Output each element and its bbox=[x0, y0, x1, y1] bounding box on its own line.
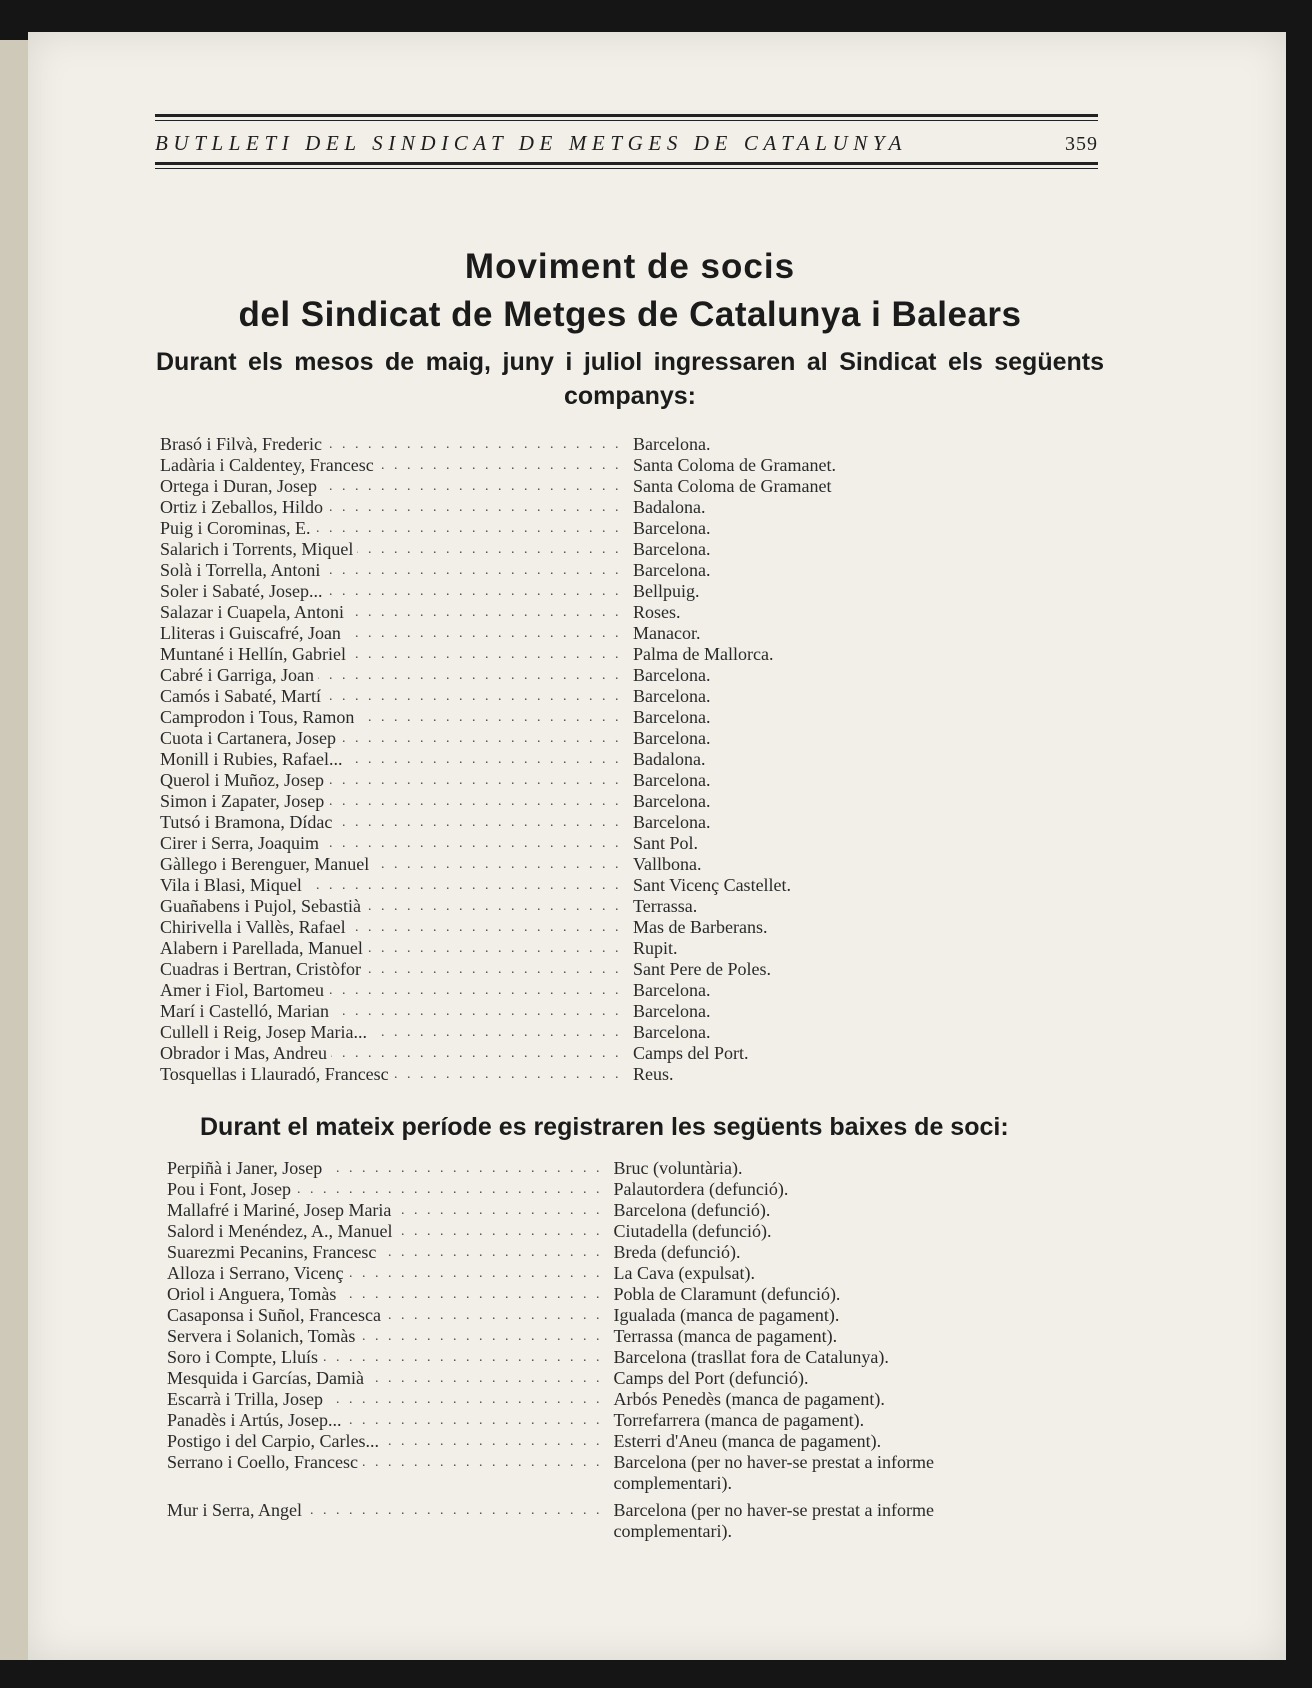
former-member-name-text: Mesquida i Garcías, Damià bbox=[167, 1368, 368, 1388]
member-name bbox=[160, 1064, 620, 1085]
list-item bbox=[167, 1347, 1047, 1368]
departure-reason: Barcelona (per no haver-se prestat a informe complementari). bbox=[613, 1452, 934, 1493]
member-name-text: Salazar i Cuapela, Antoni bbox=[160, 602, 348, 622]
list-item bbox=[167, 1431, 1047, 1452]
list-item bbox=[160, 959, 1040, 980]
member-name-text: Monill i Rubies, Rafael... bbox=[160, 749, 346, 769]
page-number: 359 bbox=[1065, 133, 1098, 155]
list-item bbox=[160, 833, 1040, 854]
member-name bbox=[160, 434, 620, 455]
former-member-name-text: Postigo i del Carpio, Carles... bbox=[167, 1431, 383, 1451]
member-name-text: Camós i Sabaté, Martí bbox=[160, 686, 325, 706]
former-member-name-text: Escarrà i Trilla, Josep bbox=[167, 1389, 327, 1409]
departure-reason: Terrassa (manca de pagament). bbox=[613, 1326, 838, 1346]
member-name bbox=[160, 623, 620, 644]
former-member-name bbox=[167, 1452, 601, 1473]
member-name-text: Cuota i Cartanera, Josep bbox=[160, 728, 340, 748]
member-place: Barcelona. bbox=[633, 686, 711, 706]
departure-reason: Palautordera (defunció). bbox=[613, 1179, 789, 1199]
member-place: Camps del Port. bbox=[633, 1043, 749, 1063]
list-item bbox=[160, 770, 1040, 791]
member-name-text: Ortiz i Zeballos, Hildo bbox=[160, 497, 327, 517]
member-place: Badalona. bbox=[633, 749, 706, 769]
member-name bbox=[160, 1022, 620, 1043]
member-place: Barcelona. bbox=[633, 980, 711, 1000]
running-header bbox=[155, 114, 1098, 169]
member-place: Barcelona. bbox=[633, 707, 711, 727]
list-item bbox=[160, 1064, 1040, 1085]
member-name bbox=[160, 455, 620, 476]
member-name-text: Puig i Corominas, E. bbox=[160, 518, 315, 538]
member-name-text: Cuadras i Bertran, Cristòfor bbox=[160, 959, 365, 979]
member-name-text: Camprodon i Tous, Ramon bbox=[160, 707, 358, 727]
article-title-line2: del Sindicat de Metges de Catalunya i Balears bbox=[238, 295, 1022, 334]
member-name bbox=[160, 602, 620, 623]
member-place: Bellpuig. bbox=[633, 581, 700, 601]
departure-reason: Barcelona (trasllat fora de Catalunya). bbox=[613, 1347, 889, 1367]
member-place: Vallbona. bbox=[633, 854, 702, 874]
former-member-name-text: Soro i Compte, Lluís bbox=[167, 1347, 322, 1367]
member-name bbox=[160, 770, 620, 791]
former-member-name-text: Oriol i Anguera, Tomàs bbox=[167, 1284, 340, 1304]
list-item bbox=[160, 686, 1040, 707]
list-item bbox=[167, 1500, 1047, 1542]
former-member-name-text: Mallafré i Mariné, Josep Maria bbox=[167, 1200, 395, 1220]
member-name bbox=[160, 875, 620, 896]
member-name bbox=[160, 686, 620, 707]
departure-reason: Breda (defunció). bbox=[613, 1242, 741, 1262]
list-item bbox=[160, 707, 1040, 728]
former-member-name-text: Panadès i Artús, Josep... bbox=[167, 1410, 346, 1430]
list-item bbox=[160, 1043, 1040, 1064]
departure-reason: Esterri d'Aneu (manca de pagament). bbox=[613, 1431, 882, 1451]
member-place: Barcelona. bbox=[633, 1022, 711, 1042]
member-place: Barcelona. bbox=[633, 791, 711, 811]
list-item bbox=[160, 980, 1040, 1001]
member-name-text: Lliteras i Guiscafré, Joan bbox=[160, 623, 345, 643]
member-name bbox=[160, 980, 620, 1001]
list-item bbox=[167, 1389, 1047, 1410]
admissions-list bbox=[160, 434, 1040, 1085]
list-item bbox=[160, 455, 1040, 476]
member-place: Barcelona. bbox=[633, 665, 711, 685]
member-name bbox=[160, 833, 620, 854]
departure-reason: Ciutadella (defunció). bbox=[613, 1221, 772, 1241]
member-name bbox=[160, 812, 620, 833]
former-member-name-text: Serrano i Coello, Francesc bbox=[167, 1452, 362, 1472]
list-item bbox=[167, 1242, 1047, 1263]
former-member-name-text: Salord i Menéndez, A., Manuel bbox=[167, 1221, 396, 1241]
member-name-text: Tutsó i Bramona, Dídac bbox=[160, 812, 336, 832]
member-name bbox=[160, 476, 620, 497]
list-item bbox=[160, 644, 1040, 665]
former-member-name bbox=[167, 1431, 601, 1452]
member-place: Barcelona. bbox=[633, 518, 711, 538]
member-name-text: Gàllego i Berenguer, Manuel bbox=[160, 854, 373, 874]
list-item bbox=[167, 1326, 1047, 1347]
member-name-text: Tosquellas i Llauradó, Francesc bbox=[160, 1064, 393, 1084]
list-item bbox=[167, 1368, 1047, 1389]
former-member-name-text: Perpiñà i Janer, Josep bbox=[167, 1158, 326, 1178]
list-item bbox=[160, 539, 1040, 560]
departure-reason: Torrefarrera (manca de pagament). bbox=[613, 1410, 865, 1430]
member-place: Barcelona. bbox=[633, 812, 711, 832]
list-item bbox=[160, 728, 1040, 749]
former-member-name bbox=[167, 1326, 601, 1347]
member-name bbox=[160, 1043, 620, 1064]
list-item bbox=[160, 1001, 1040, 1022]
list-item bbox=[160, 938, 1040, 959]
member-name bbox=[160, 917, 620, 938]
former-member-name-text: Mur i Serra, Angel bbox=[167, 1500, 306, 1520]
member-name-text: Guañabens i Pujol, Sebastià bbox=[160, 896, 365, 916]
member-place: Manacor. bbox=[633, 623, 701, 643]
member-place: Barcelona. bbox=[633, 560, 711, 580]
member-name bbox=[160, 539, 620, 560]
member-name-text: Solà i Torrella, Antoni bbox=[160, 560, 324, 580]
list-item bbox=[167, 1179, 1047, 1200]
member-name bbox=[160, 938, 620, 959]
member-place: Mas de Barberans. bbox=[633, 917, 768, 937]
member-place: Sant Vicenç Castellet. bbox=[633, 875, 792, 895]
list-item bbox=[160, 812, 1040, 833]
member-place: Barcelona. bbox=[633, 770, 711, 790]
member-name-text: Obrador i Mas, Andreu bbox=[160, 1043, 331, 1063]
former-member-name bbox=[167, 1200, 601, 1221]
member-name-text: Ladària i Caldentey, Francesc bbox=[160, 455, 378, 475]
member-name-text: Amer i Fiol, Bartomeu bbox=[160, 980, 328, 1000]
member-place: Barcelona. bbox=[633, 434, 711, 454]
member-name bbox=[160, 896, 620, 917]
member-name-text: Chirivella i Vallès, Rafael bbox=[160, 917, 350, 937]
departure-reason: Igualada (manca de pagament). bbox=[613, 1305, 840, 1325]
former-member-name bbox=[167, 1347, 601, 1368]
member-name-text: Vila i Blasi, Miquel bbox=[160, 875, 306, 895]
list-item bbox=[160, 476, 1040, 497]
list-item bbox=[167, 1410, 1047, 1431]
list-item bbox=[167, 1221, 1047, 1242]
member-name-text: Salarich i Torrents, Miquel bbox=[160, 539, 357, 559]
article-title-line1: Moviment de socis bbox=[464, 247, 796, 286]
list-item bbox=[160, 497, 1040, 518]
former-member-name bbox=[167, 1500, 601, 1521]
list-item bbox=[160, 749, 1040, 770]
member-name-text: Cirer i Serra, Joaquim bbox=[160, 833, 323, 853]
member-place: Santa Coloma de Gramanet bbox=[633, 476, 832, 496]
member-name bbox=[160, 959, 620, 980]
member-name-text: Soler i Sabaté, Josep... bbox=[160, 581, 326, 601]
former-member-name bbox=[167, 1158, 601, 1179]
list-item bbox=[160, 518, 1040, 539]
list-item bbox=[160, 791, 1040, 812]
member-name bbox=[160, 518, 620, 539]
member-name bbox=[160, 728, 620, 749]
former-member-name-text: Pou i Font, Josep bbox=[167, 1179, 295, 1199]
departure-reason: Pobla de Claramunt (defunció). bbox=[613, 1284, 841, 1304]
member-name bbox=[160, 497, 620, 518]
former-member-name bbox=[167, 1389, 601, 1410]
list-item bbox=[167, 1263, 1047, 1284]
list-item bbox=[160, 875, 1040, 896]
journal-title: BUTLLETI DEL SINDICAT DE METGES DE CATALUNYA bbox=[155, 131, 908, 155]
former-member-name bbox=[167, 1263, 601, 1284]
member-place: Rupit. bbox=[633, 938, 678, 958]
member-name-text: Cullell i Reig, Josep Maria... bbox=[160, 1022, 371, 1042]
member-name bbox=[160, 644, 620, 665]
departure-reason: Camps del Port (defunció). bbox=[613, 1368, 809, 1388]
former-member-name-text: Casaponsa i Suñol, Francesca bbox=[167, 1305, 385, 1325]
page-edge-left bbox=[0, 40, 30, 1660]
member-name bbox=[160, 854, 620, 875]
list-item bbox=[160, 665, 1040, 686]
list-item bbox=[160, 1022, 1040, 1043]
former-member-name bbox=[167, 1221, 601, 1242]
article-heading bbox=[150, 243, 1110, 413]
departure-reason: Arbós Penedès (manca de pagament). bbox=[613, 1389, 885, 1409]
member-name-text: Cabré i Garriga, Joan bbox=[160, 665, 318, 685]
former-member-name-text: Suarezmi Pecanins, Francesc bbox=[167, 1242, 380, 1262]
list-item bbox=[160, 560, 1040, 581]
member-place: Sant Pol. bbox=[633, 833, 699, 853]
member-name-text: Brasó i Filvà, Frederic bbox=[160, 434, 326, 454]
member-name-text: Marí i Castelló, Marian bbox=[160, 1001, 333, 1021]
former-member-name bbox=[167, 1368, 601, 1389]
member-name bbox=[160, 560, 620, 581]
member-place: Reus. bbox=[633, 1064, 674, 1084]
member-name bbox=[160, 1001, 620, 1022]
list-item bbox=[167, 1284, 1047, 1305]
list-item bbox=[167, 1200, 1047, 1221]
member-place: Sant Pere de Poles. bbox=[633, 959, 771, 979]
departure-reason: Barcelona (defunció). bbox=[613, 1200, 771, 1220]
member-name-text: Querol i Muñoz, Josep bbox=[160, 770, 328, 790]
member-place: Barcelona. bbox=[633, 1001, 711, 1021]
list-item bbox=[160, 854, 1040, 875]
member-place: Barcelona. bbox=[633, 728, 711, 748]
former-member-name-text: Alloza i Serrano, Vicenç bbox=[167, 1263, 348, 1283]
departure-reason: Barcelona (per no haver-se prestat a informe complementari). bbox=[613, 1500, 934, 1541]
member-name bbox=[160, 707, 620, 728]
member-name bbox=[160, 581, 620, 602]
member-place: Roses. bbox=[633, 602, 681, 622]
member-name-text: Simon i Zapater, Josep bbox=[160, 791, 328, 811]
member-name-text: Alabern i Parellada, Manuel bbox=[160, 938, 367, 958]
member-name bbox=[160, 749, 620, 770]
member-name bbox=[160, 791, 620, 812]
article-subtitle: Durant els mesos de maig, juny i juliol ingressaren al Sindicat els següents companys: bbox=[156, 348, 1104, 410]
member-name-text: Muntané i Hellín, Gabriel bbox=[160, 644, 350, 664]
departures-heading: Durant el mateix període es registraren les següents baixes de soci: bbox=[200, 1113, 1009, 1141]
header-rule-top bbox=[155, 114, 1098, 121]
former-member-name bbox=[167, 1305, 601, 1326]
member-place: Terrassa. bbox=[633, 896, 698, 916]
header-rule-bottom bbox=[155, 162, 1098, 169]
list-item bbox=[160, 581, 1040, 602]
member-place: Barcelona. bbox=[633, 539, 711, 559]
list-item bbox=[160, 896, 1040, 917]
list-item bbox=[167, 1158, 1047, 1179]
departure-reason: La Cava (expulsat). bbox=[613, 1263, 755, 1283]
list-item bbox=[160, 602, 1040, 623]
member-place: Palma de Mallorca. bbox=[633, 644, 774, 664]
former-member-name bbox=[167, 1242, 601, 1263]
former-member-name bbox=[167, 1179, 601, 1200]
member-name-text: Ortega i Duran, Josep bbox=[160, 476, 321, 496]
member-place: Badalona. bbox=[633, 497, 706, 517]
list-item bbox=[167, 1305, 1047, 1326]
former-member-name bbox=[167, 1284, 601, 1305]
list-item bbox=[160, 434, 1040, 455]
former-member-name-text: Servera i Solanich, Tomàs bbox=[167, 1326, 359, 1346]
list-item bbox=[160, 917, 1040, 938]
list-item bbox=[160, 623, 1040, 644]
former-member-name bbox=[167, 1410, 601, 1431]
member-name bbox=[160, 665, 620, 686]
list-item bbox=[167, 1452, 1047, 1494]
departures-list bbox=[167, 1158, 1047, 1542]
departure-reason: Bruc (voluntària). bbox=[613, 1158, 743, 1178]
member-place: Santa Coloma de Gramanet. bbox=[633, 455, 836, 475]
